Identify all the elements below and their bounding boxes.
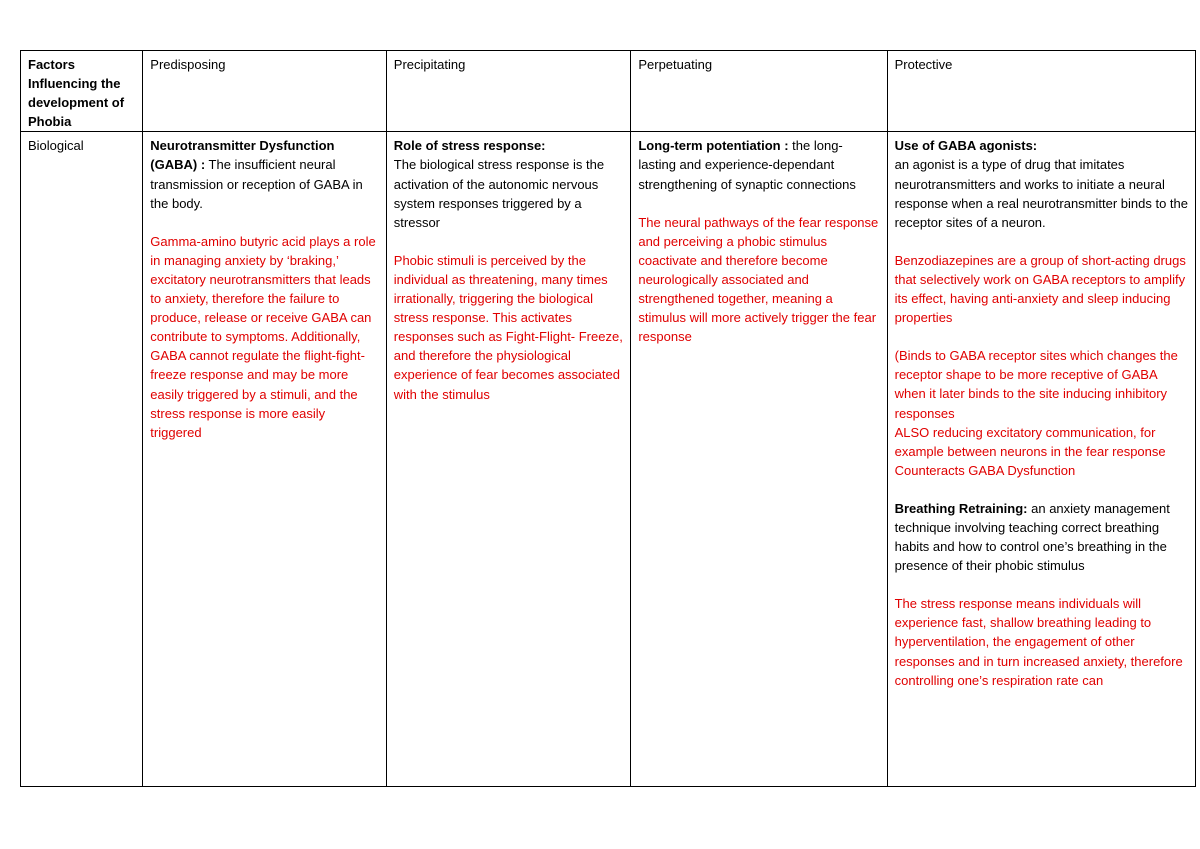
header-protective: Protective xyxy=(887,51,1195,132)
protective-benzodiazepines: Benzodiazepines are a group of short-acting drugs that selectively work on GABA receptors to amplify its effect, having anti-anxiety and sleep inducing properties xyxy=(894,252,1186,326)
phobia-factors-table xyxy=(20,50,1196,787)
protective-title-gaba: Use of GABA agonists: xyxy=(894,138,1038,154)
predisposing-definition: Neurotransmitter Dysfunction (GABA) : The insufficient neural transmission or reception of GABA in the body. xyxy=(150,138,363,211)
row-label-biological: Biological xyxy=(21,132,143,787)
cell-perpetuating xyxy=(631,132,887,787)
header-factors: Factors Influencing the development of Phobia xyxy=(21,51,143,132)
protective-binding-note: (Binds to GABA receptor sites which changes the receptor shape to be more receptive of GABA when it later binds to the site inducing inhibitory responses xyxy=(894,348,1178,421)
perpetuating-explanation: The neural pathways of the fear response and perceiving a phobic stimulus coactivate and therefore become neurologically associated and strengthened together, meaning a stimulus will more actively trigger the fear response xyxy=(638,214,879,345)
predisposing-explanation: Gamma-amino butyric acid plays a role in managing anxiety by ‘braking,’ excitatory neurotransmitters that leads to anxiety, therefore the failure to produce, release or receive GABA can contribute to symptoms. Additionally, GABA cannot regulate the flight-fight-freeze response and may be more easily triggered by a stimuli, and the stress response is more easily triggered xyxy=(150,233,376,440)
header-perpetuating: Perpetuating xyxy=(631,51,887,132)
header-precipitating: Precipitating xyxy=(386,51,631,132)
precipitating-definition: The biological stress response is the activation of the autonomic nervous system responses triggered by a stressor xyxy=(393,157,605,230)
perpetuating-definition: Long-term potentiation : the long-lasting and experience-dependant strengthening of synaptic connections xyxy=(638,138,856,192)
protective-breathing-definition: Breathing Retraining: an anxiety management technique involving teaching correct breathing habits and how to control one’s breathing in the presence of their phobic stimulus xyxy=(894,500,1170,574)
header-row xyxy=(21,51,1196,132)
cell-predisposing xyxy=(143,132,387,787)
protective-breathing-explanation: The stress response means individuals will experience fast, shallow breathing leading to hyperventilation, the engagement of other responses and in turn increased anxiety, therefore controlling one’s respiration rate can xyxy=(894,596,1183,688)
protective-excitatory-note: ALSO reducing excitatory communication, for example between neurons in the fear response xyxy=(894,424,1166,459)
cell-protective xyxy=(887,132,1195,787)
precipitating-explanation: Phobic stimuli is perceived by the individual as threatening, many times irrationally, triggering the biological stress response. This activates responses such as Fight-Flight- Freeze, and therefore the physiological experience of fear becomes associated with the stimulus xyxy=(393,252,623,402)
cell-precipitating xyxy=(386,132,631,787)
protective-counteracts-note: Counteracts GABA Dysfunction xyxy=(894,462,1076,478)
header-predisposing: Predisposing xyxy=(143,51,387,132)
precipitating-title: Role of stress response: xyxy=(393,138,546,154)
biological-row xyxy=(21,132,1196,787)
protective-gaba-definition: an agonist is a type of drug that imitates neurotransmitters and works to initiate a neural response when a real neurotransmitter binds to the receptor sites of a neuron. xyxy=(894,157,1188,230)
